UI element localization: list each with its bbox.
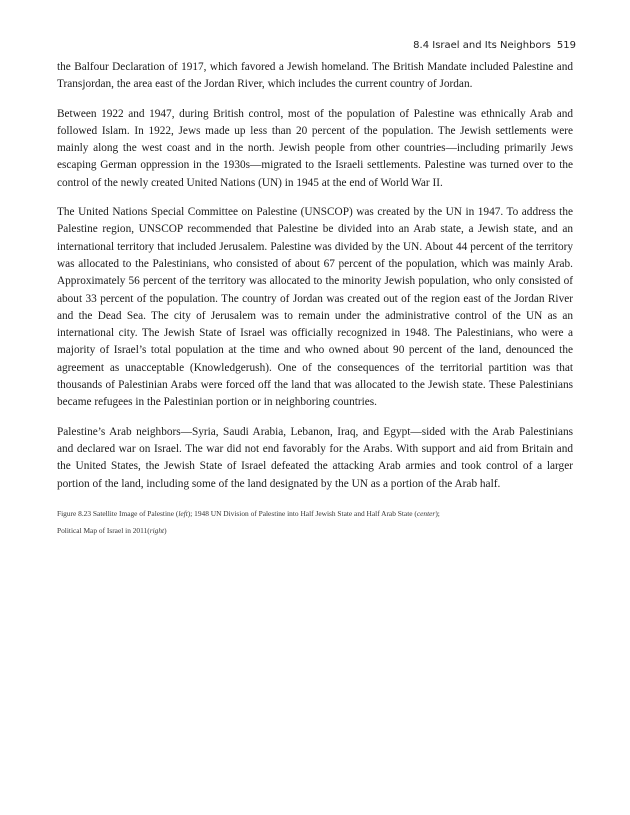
page-number: 519	[556, 40, 576, 51]
section-title: 8.4 Israel and Its Neighbors	[413, 40, 551, 51]
paragraph-balfour: the Balfour Declaration of 1917, which favored a Jewish homeland. The British Mandate included Palestine and Transjordan, the area east of the Jordan River, which includes the current country of Jordan.	[57, 61, 573, 91]
running-header	[413, 40, 576, 51]
paragraph-arab-neighbors: Palestine’s Arab neighbors—Syria, Saudi Arabia, Lebanon, Iraq, and Egypt—sided with the Arab Palestinians and declared war on Israel. The war did not end favorably for the Arabs. With support and aid from Britain and the United States, the Jewish State of Israel defeated the attacking Arab armies and took control of a larger portion of the land, including some of the land designated by the UN as a portion of the Arab half.	[57, 425, 573, 490]
body-text	[57, 59, 573, 539]
figure-caption	[57, 505, 573, 539]
caption-line-1: Figure 8.23 Satellite Image of Palestine (left); 1948 UN Division of Palestine into Half Jewish State and Half Arab State (center);	[57, 508, 440, 518]
caption-line-2: Political Map of Israel in 2011(right)	[57, 525, 167, 535]
paragraph-british-control: Between 1922 and 1947, during British control, most of the population of Palestine was ethnically Arab and followed Islam. In 1922, Jews made up less than 20 percent of the population. The Jewish settlements were mainly along the west coast and in the north. Jewish people from other countries—including primarily Jews escaping German oppression in the 1930s—migrated to the Israeli settlements. Palestine was turned over to the control of the newly created United Nations (UN) in 1945 at the end of World War II.	[57, 107, 573, 189]
paragraph-unscop: The United Nations Special Committee on Palestine (UNSCOP) was created by the UN in 1947. To address the Palestine region, UNSCOP recommended that Palestine be divided into an Arab state, a Jewish state, and an international territory that included Jerusalem. Palestine was divided by the UN. About 44 percent of the territory was allocated to the Palestinians, who consisted of about 67 percent of the population, which was mainly Arab. Approximately 56 percent of the territory was allocated to the minority Jewish population, who only consisted of about 33 percent of the population. The country of Jordan was created out of the region east of the Jordan River and the Dead Sea. The city of Jerusalem was to remain under the administrative control of the UN as an international city. The Jewish State of Israel was officially recognized in 1948. The Palestinians, who were a majority of Israel’s total population at the time and who owned about 90 percent of the land, denounced the agreement as unacceptable (Knowledgerush). One of the consequences of the territorial partition was that thousands of Palestinian Arabs were forced off the land that was allocated to the Jewish state. These Palestinians became refugees in the Palestinian portion or in neighboring countries.	[57, 206, 573, 409]
